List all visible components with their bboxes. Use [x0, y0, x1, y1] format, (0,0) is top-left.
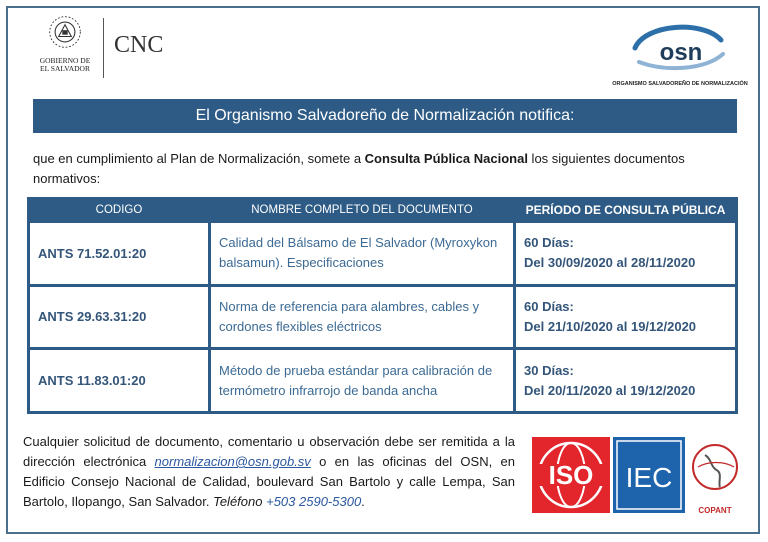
header-periodo: PERÍODO DE CONSULTA PÚBLICA — [516, 200, 735, 220]
row-period — [516, 287, 735, 348]
iec-logo — [613, 437, 685, 513]
documents-table — [27, 197, 738, 414]
period-days: 30 Días: — [524, 362, 574, 378]
period-days: 60 Días: — [524, 298, 574, 314]
osn-logo — [612, 18, 748, 87]
period-days: 60 Días: — [524, 235, 574, 251]
footer-end: . — [361, 494, 365, 509]
row-period — [516, 223, 735, 284]
table-row — [30, 350, 735, 411]
table-row — [30, 287, 735, 348]
el-salvador-coat-of-arms-icon — [47, 14, 83, 50]
footer-text1: Cualquier solicitud de documento, comentario u observación debe ser remitida a la dirección electrónica — [23, 434, 515, 469]
gov-text-line2: EL SALVADOR — [40, 64, 90, 73]
iso-text: ISO — [548, 460, 594, 490]
logo-divider — [103, 18, 104, 78]
iec-mark-icon — [613, 437, 685, 513]
copant-logo — [690, 437, 740, 517]
intro-paragraph — [33, 149, 733, 189]
table-row — [30, 223, 735, 284]
period-range: Del 20/11/2020 al 19/12/2020 — [524, 382, 696, 398]
copant-globe-icon — [690, 437, 740, 499]
osn-logo-icon — [625, 18, 735, 76]
row-name: Calidad del Bálsamo de El Salvador (Myroxykon balsamun). Especificaciones — [211, 223, 513, 284]
osn-logo-text: osn — [659, 39, 703, 66]
row-code: ANTS 29.63.31:20 — [30, 287, 208, 348]
gobierno-logo — [30, 14, 100, 73]
table-header-row — [30, 200, 735, 220]
phone-number: +503 2590-5300 — [266, 494, 362, 509]
period-range: Del 21/10/2020 al 19/12/2020 — [524, 318, 697, 334]
notice-banner: El Organismo Salvadoreño de Normalización notifica: — [33, 99, 737, 133]
header-codigo: CODIGO — [30, 200, 208, 220]
row-name: Método de prueba estándar para calibración de termómetro infrarrojo de banda ancha — [211, 350, 513, 411]
row-name: Norma de referencia para alambres, cables y cordones flexibles eléctricos — [211, 287, 513, 348]
phone-label: Teléfono — [213, 494, 263, 509]
iso-logo — [532, 437, 610, 513]
row-code: ANTS 11.83.01:20 — [30, 350, 208, 411]
osn-tagline: ORGANISMO SALVADOREÑO DE NORMALIZACIÓN — [612, 81, 748, 87]
intro-bold: Consulta Pública Nacional — [364, 151, 528, 166]
email-link[interactable]: normalizacion@osn.gob.sv — [154, 454, 311, 469]
intro-text-before: que en cumplimiento al Plan de Normalización, somete a — [33, 151, 365, 166]
footer-text2: o en las oficinas del OSN, en Edificio Consejo Nacional de Calidad, boulevard San Bartolo y calle Lempa, San Bartolo, Ilopango, San Salvador. — [23, 454, 515, 509]
gobierno-text — [30, 57, 100, 73]
gov-text-line1: GOBIERNO DE — [39, 56, 91, 65]
iso-globe-icon — [532, 437, 610, 513]
iec-text: IEC — [625, 462, 673, 493]
row-code: ANTS 71.52.01:20 — [30, 223, 208, 284]
copant-text: COPANT — [698, 506, 732, 515]
header-nombre: NOMBRE COMPLETO DEL DOCUMENTO — [211, 200, 513, 220]
row-period — [516, 350, 735, 411]
cnc-label: CNC — [114, 32, 164, 58]
intro-text-after: los siguientes documentos normativos: — [33, 151, 685, 186]
contact-paragraph — [23, 432, 515, 512]
period-range: Del 30/09/2020 al 28/11/2020 — [524, 255, 696, 271]
